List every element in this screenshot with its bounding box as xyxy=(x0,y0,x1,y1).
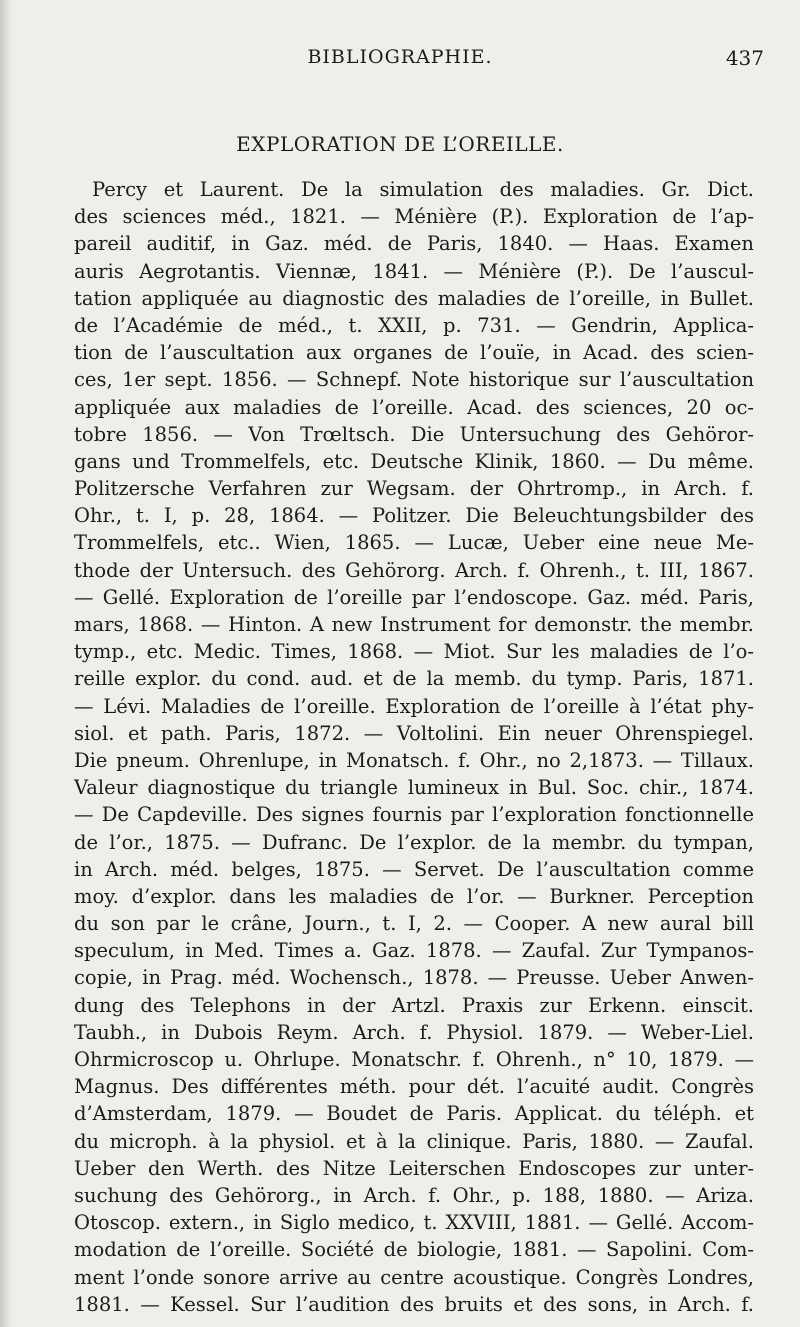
bibliography-text xyxy=(74,176,754,1318)
text-line: tymp., etc. Medic. Times, 1868. — Miot. Sur les maladies de l’o- xyxy=(74,640,754,664)
text-line: Trommelfels, etc.. Wien, 1865. — Lucæ, Ueber eine neue Me- xyxy=(74,531,754,555)
text-line: tation appliquée au diagnostic des maladies de l’oreille, in Bullet. xyxy=(74,286,754,310)
text-line: moy. d’explor. dans les maladies de l’or. — Burkner. Perception xyxy=(74,884,754,908)
text-line: Politzersche Verfahren zur Wegsam. der Ohrtromp., in Arch. f. xyxy=(74,477,754,501)
text-line: Ueber den Werth. des Nitze Leiterschen Endoscopes zur unter- xyxy=(74,1156,754,1180)
text-line: pareil auditif, in Gaz. méd. de Paris, 1840. — Haas. Examen xyxy=(74,232,754,256)
text-line: Ohr., t. I, p. 28, 1864. — Politzer. Die Beleuchtungsbilder des xyxy=(74,504,754,528)
text-line: copie, in Prag. méd. Wochensch., 1878. — Preusse. Ueber Anwen- xyxy=(74,966,754,990)
text-line: Valeur diagnostique du triangle lumineux in Bul. Soc. chir., 1874. xyxy=(74,776,754,800)
text-line: Otoscop. extern., in Siglo medico, t. XXVIII, 1881. — Gellé. Accom- xyxy=(74,1211,754,1235)
section-title: EXPLORATION DE L’OREILLE. xyxy=(236,132,564,156)
running-head xyxy=(0,40,800,80)
text-line: speculum, in Med. Times a. Gaz. 1878. — Zaufal. Zur Tympanos- xyxy=(74,939,754,963)
text-line: — Gellé. Exploration de l’oreille par l’endoscope. Gaz. méd. Paris, xyxy=(74,585,754,609)
text-line: ment l’onde sonore arrive au centre acoustique. Congrès Londres, xyxy=(74,1265,754,1289)
text-line: du son par le crâne, Journ., t. I, 2. — Cooper. A new aural bill xyxy=(74,912,754,936)
text-line: Ohrmicroscop u. Ohrlupe. Monatschr. f. Ohrenh., n° 10, 1879. — xyxy=(74,1048,754,1071)
running-title: BIBLIOGRAPHIE. xyxy=(307,46,493,68)
text-line: du microph. à la physiol. et à la clinique. Paris, 1880. — Zaufal. xyxy=(74,1129,754,1153)
text-line: des sciences méd., 1821. — Ménière (P.). Exploration de l’ap- xyxy=(74,205,754,229)
text-line: de l’or., 1875. — Dufranc. De l’explor. de la membr. du tympan, xyxy=(74,830,754,854)
text-line: — Lévi. Maladies de l’oreille. Exploration de l’oreille à l’état phy- xyxy=(74,694,754,718)
text-line: auris Aegrotantis. Viennæ, 1841. — Ménière (P.). De l’auscul- xyxy=(74,259,754,283)
text-line: siol. et path. Paris, 1872. — Voltolini. Ein neuer Ohrenspiegel. xyxy=(74,721,754,745)
text-line: gans und Trommelfels, etc. Deutsche Klinik, 1860. — Du même. xyxy=(74,449,754,473)
text-line: modation de l’oreille. Société de biologie, 1881. — Sapolini. Com- xyxy=(74,1238,754,1262)
page-number: 437 xyxy=(725,46,764,70)
text-line: tion de l’auscultation aux organes de l’ouïe, in Acad. des scien- xyxy=(74,341,754,365)
text-line: 1881. — Kessel. Sur l’audition des bruits et des sons, in Arch. f. xyxy=(74,1292,754,1316)
text-line: in Arch. méd. belges, 1875. — Servet. De l’auscultation comme xyxy=(74,857,754,881)
text-line: dung des Telephons in der Artzl. Praxis zur Erkenn. einscit. xyxy=(74,993,754,1017)
text-line: Die pneum. Ohrenlupe, in Monatsch. f. Ohr., no 2,1873. — Tillaux. xyxy=(74,748,754,772)
text-line: d’Amsterdam, 1879. — Boudet de Paris. Applicat. du téléph. et xyxy=(74,1102,754,1126)
text-line: Magnus. Des différentes méth. pour dét. l’acuité audit. Congrès xyxy=(74,1075,754,1099)
text-line: thode der Untersuch. des Gehörorg. Arch. f. Ohrenh., t. III, 1867. xyxy=(74,558,754,582)
text-line: Percy et Laurent. De la simulation des maladies. Gr. Dict. xyxy=(92,178,754,201)
text-line: tobre 1856. — Von Trœltsch. Die Untersuchung des Gehöror- xyxy=(74,422,754,446)
text-line: de l’Académie de méd., t. XXII, p. 731. — Gendrin, Applica- xyxy=(74,313,754,337)
text-line: reille explor. du cond. aud. et de la memb. du tymp. Paris, 1871. xyxy=(74,667,754,691)
text-line: appliquée aux maladies de l’oreille. Acad. des sciences, 20 oc- xyxy=(74,395,754,419)
text-line: ces, 1er sept. 1856. — Schnepf. Note historique sur l’auscultation xyxy=(74,368,754,392)
text-line: mars, 1868. — Hinton. A new Instrument for demonstr. the membr. xyxy=(74,613,754,636)
text-line: Taubh., in Dubois Reym. Arch. f. Physiol. 1879. — Weber-Liel. xyxy=(74,1020,754,1044)
page-edge-shadow xyxy=(0,0,12,1327)
text-line: — De Capdeville. Des signes fournis par l’exploration fonctionnelle xyxy=(74,803,754,827)
text-line: suchung des Gehörorg., in Arch. f. Ohr., p. 188, 1880. — Ariza. xyxy=(74,1183,754,1207)
